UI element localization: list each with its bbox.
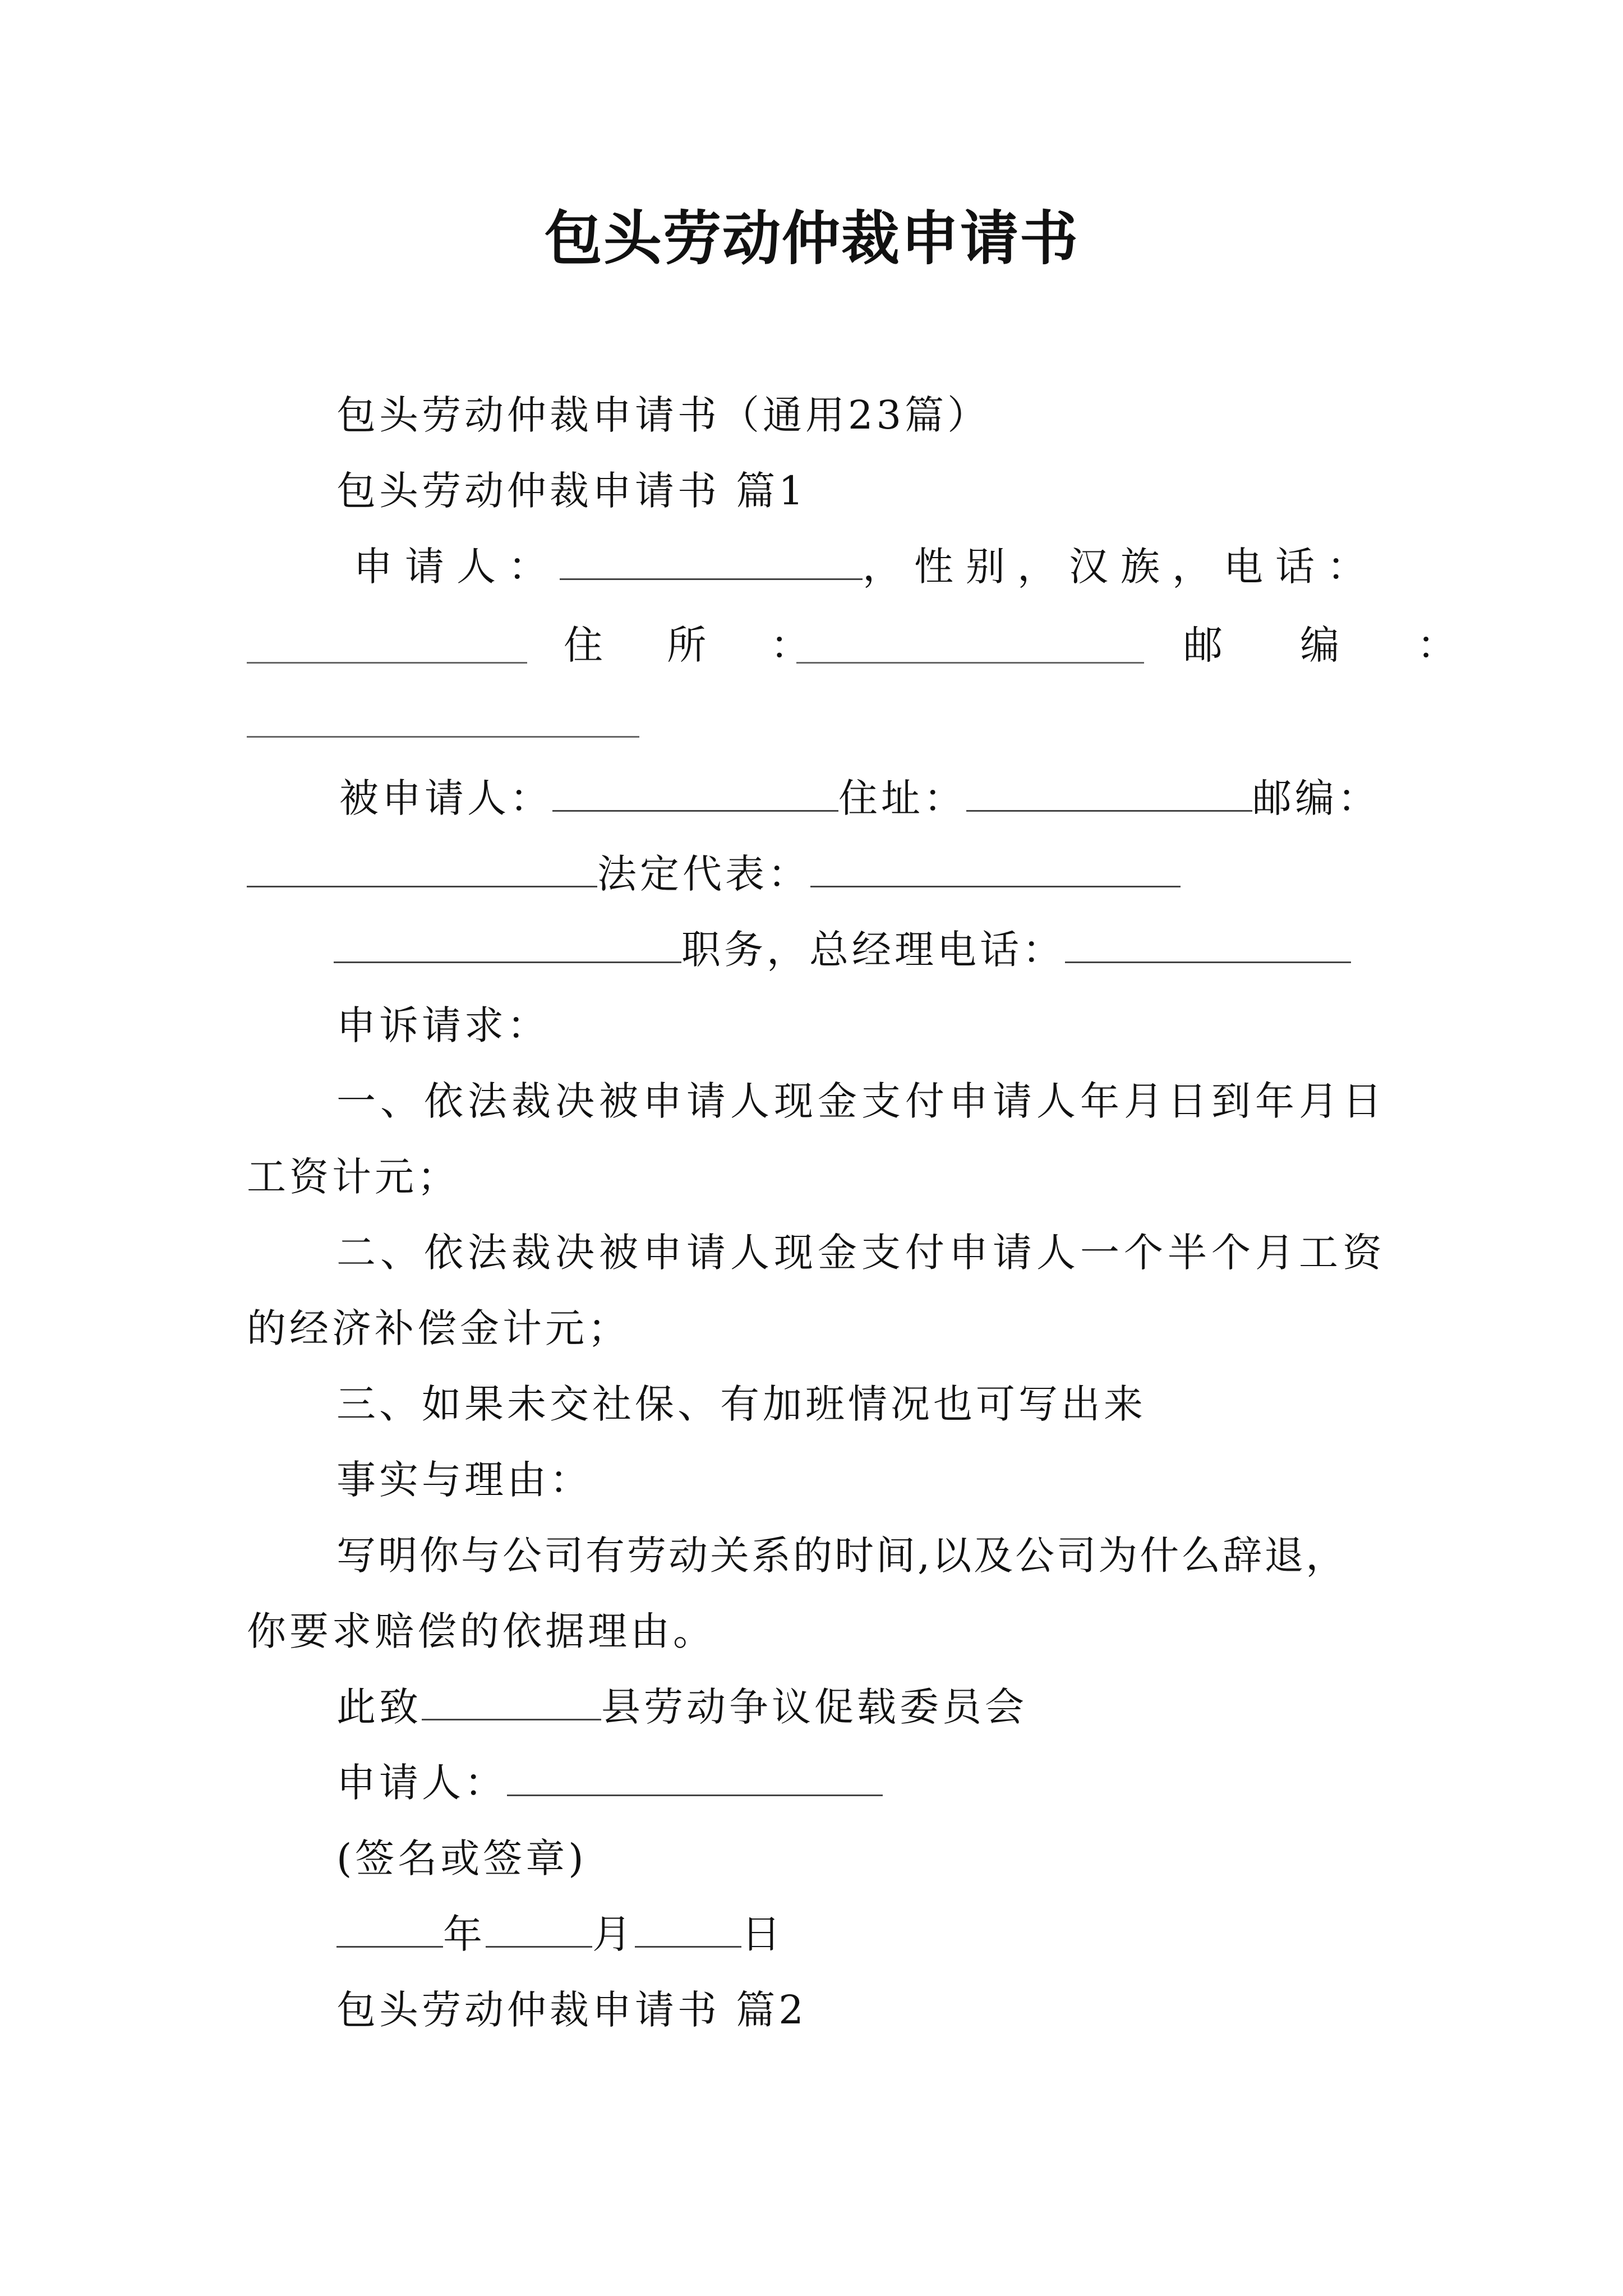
legal-rep-blank bbox=[810, 846, 1181, 887]
signature-blank bbox=[507, 1755, 883, 1796]
respondent-name-blank bbox=[552, 771, 838, 812]
signature-note: (签名或签章) bbox=[336, 1835, 587, 1881]
applicant-ethnicity: 汉族， bbox=[1069, 544, 1224, 590]
respondent-postcode-blank bbox=[247, 846, 597, 887]
document-subtitle: 包头劳动仲裁申请书（通用23篇） bbox=[336, 392, 990, 438]
respondent-label: 被申请人： bbox=[339, 775, 552, 821]
applicant-name-blank bbox=[560, 539, 863, 580]
year-label: 年 bbox=[443, 1911, 486, 1957]
position-label: 职务，总经理电话： bbox=[681, 927, 1065, 973]
facts-line-1: 写明你与公司有劳动关系的时间,以及公司为什么辞退， bbox=[336, 1533, 1348, 1579]
document-title: 包头劳动仲裁申请书 bbox=[543, 204, 1079, 273]
legal-rep-line bbox=[247, 846, 1181, 902]
manager-phone-blank bbox=[1065, 922, 1351, 963]
phone-blank bbox=[247, 662, 527, 664]
date-line bbox=[336, 1906, 784, 1962]
respondent-line bbox=[339, 770, 1380, 826]
respondent-postcode-label: 邮编： bbox=[1252, 775, 1380, 821]
addressee-suffix: 县劳动争议促载委员会 bbox=[601, 1684, 1027, 1730]
position-line bbox=[334, 922, 1351, 978]
legal-rep-label: 法定代表： bbox=[597, 851, 810, 897]
addressee-line bbox=[336, 1679, 1027, 1735]
claim-1-line-1: 一、依法裁决被申请人现金支付申请人年月日到年月日 bbox=[336, 1078, 1386, 1124]
signature-label: 申请人： bbox=[336, 1760, 507, 1806]
address-blank bbox=[796, 662, 1144, 664]
respondent-address-blank bbox=[966, 771, 1252, 812]
day-blank bbox=[635, 1907, 741, 1948]
claim-3: 三、如果未交社保、有加班情况也可写出来 bbox=[336, 1381, 1146, 1427]
applicant-postcode-label: 邮 编 ： bbox=[1183, 622, 1489, 668]
position-blank bbox=[334, 922, 681, 963]
month-blank bbox=[486, 1907, 592, 1948]
signature-line bbox=[336, 1755, 883, 1811]
month-label: 月 bbox=[592, 1911, 635, 1957]
section-1-heading: 包头劳动仲裁申请书 篇1 bbox=[336, 468, 807, 514]
claims-heading: 申诉请求： bbox=[336, 1002, 550, 1048]
year-blank bbox=[336, 1907, 443, 1948]
claim-2-line-1: 二、依法裁决被申请人现金支付申请人一个半个月工资 bbox=[336, 1230, 1386, 1276]
facts-heading: 事实与理由： bbox=[336, 1457, 592, 1503]
postcode-blank bbox=[247, 736, 639, 738]
facts-line-2: 你要求赔偿的依据理由。 bbox=[247, 1608, 716, 1654]
section-2-heading: 包头劳动仲裁申请书 篇2 bbox=[336, 1987, 807, 2033]
day-label: 日 bbox=[741, 1911, 784, 1957]
applicant-line bbox=[353, 539, 1378, 595]
respondent-address-label: 住址： bbox=[838, 775, 966, 821]
applicant-address-label: 住 所 ： bbox=[564, 622, 836, 668]
applicant-phone-label: 电话： bbox=[1224, 544, 1378, 590]
applicant-label: 申请人： bbox=[353, 544, 560, 590]
claim-2-line-2: 的经济补偿金计元； bbox=[247, 1305, 630, 1351]
claim-1-line-2: 工资计元； bbox=[247, 1154, 460, 1200]
applicant-gender-label: ，性别， bbox=[863, 544, 1069, 590]
county-blank bbox=[422, 1680, 601, 1720]
addressee-prefix: 此致 bbox=[336, 1684, 422, 1730]
